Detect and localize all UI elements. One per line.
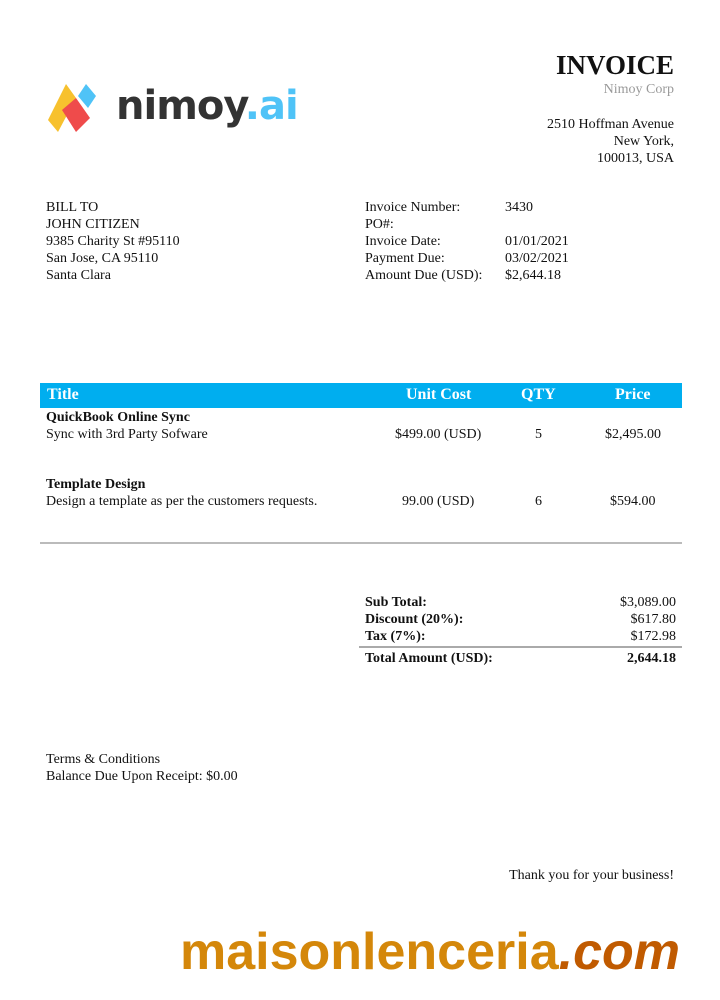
logo-suffix: .ai bbox=[244, 83, 298, 129]
logo-mark-icon bbox=[46, 80, 102, 132]
thank-you-note: Thank you for your business! bbox=[509, 868, 674, 883]
address-line: 2510 Hoffman Avenue bbox=[546, 117, 674, 132]
bill-to-line: Santa Clara bbox=[46, 268, 111, 283]
subtotal-label: Sub Total: bbox=[365, 595, 427, 610]
terms-text: Balance Due Upon Receipt: $0.00 bbox=[46, 769, 238, 784]
header-unit-cost: Unit Cost bbox=[406, 386, 472, 403]
discount-value: $617.80 bbox=[630, 612, 676, 627]
item-desc: Sync with 3rd Party Sofware bbox=[46, 427, 208, 442]
bill-to-line: 9385 Charity St #95110 bbox=[46, 234, 180, 249]
watermark-main: maisonlenceria bbox=[180, 923, 559, 981]
terms-title: Terms & Conditions bbox=[46, 752, 161, 767]
total-label: Total Amount (USD): bbox=[365, 651, 493, 666]
totals bbox=[365, 594, 682, 667]
bill-to-line: JOHN CITIZEN bbox=[46, 217, 140, 232]
table-divider bbox=[40, 542, 682, 544]
invoice-meta bbox=[365, 199, 569, 284]
meta-label: Invoice Date: bbox=[365, 234, 441, 249]
tax-label: Tax (7%): bbox=[365, 629, 426, 644]
meta-value: 03/02/2021 bbox=[505, 251, 569, 266]
item-price: $594.00 bbox=[610, 494, 656, 509]
item-qty: 6 bbox=[535, 494, 542, 509]
item-price: $2,495.00 bbox=[605, 427, 661, 442]
company-name: Nimoy Corp bbox=[603, 82, 674, 97]
meta-label: Amount Due (USD): bbox=[365, 268, 483, 283]
address-line: New York, bbox=[613, 134, 674, 149]
meta-label: PO#: bbox=[365, 217, 394, 232]
item-name: QuickBook Online Sync bbox=[46, 410, 190, 425]
total-value: 2,644.18 bbox=[627, 651, 676, 666]
meta-row bbox=[365, 199, 569, 216]
item-name: Template Design bbox=[46, 477, 146, 492]
table-header bbox=[40, 383, 682, 408]
subtotal-value: $3,089.00 bbox=[620, 595, 676, 610]
header-title: Title bbox=[47, 386, 79, 403]
meta-value: $2,644.18 bbox=[505, 268, 561, 283]
meta-value: 3430 bbox=[505, 200, 533, 215]
meta-value: 01/01/2021 bbox=[505, 234, 569, 249]
meta-label: Payment Due: bbox=[365, 251, 445, 266]
invoice-title: INVOICE bbox=[556, 50, 674, 80]
logo-text: nimoy bbox=[116, 83, 245, 129]
meta-row bbox=[365, 216, 569, 233]
item-qty: 5 bbox=[535, 427, 542, 442]
bill-to-line: San Jose, CA 95110 bbox=[46, 251, 159, 266]
meta-row bbox=[365, 250, 569, 267]
header-price: Price bbox=[615, 386, 651, 403]
watermark-tld: .com bbox=[558, 923, 680, 981]
meta-row bbox=[365, 233, 569, 250]
header-qty: QTY bbox=[521, 386, 556, 403]
item-unit-cost: 99.00 (USD) bbox=[402, 494, 475, 509]
item-desc: Design a template as per the customers requests. bbox=[46, 494, 318, 509]
meta-row bbox=[365, 267, 569, 284]
address-line: 100013, USA bbox=[596, 151, 674, 166]
terms bbox=[46, 751, 238, 785]
bill-to bbox=[46, 199, 180, 284]
discount-label: Discount (20%): bbox=[365, 612, 464, 627]
tax-value: $172.98 bbox=[630, 629, 676, 644]
item-unit-cost: $499.00 (USD) bbox=[395, 427, 482, 442]
bill-to-label: BILL TO bbox=[46, 200, 99, 215]
company-logo bbox=[46, 80, 298, 132]
company-address bbox=[547, 116, 674, 167]
meta-label: Invoice Number: bbox=[365, 200, 461, 215]
watermark bbox=[180, 922, 680, 982]
